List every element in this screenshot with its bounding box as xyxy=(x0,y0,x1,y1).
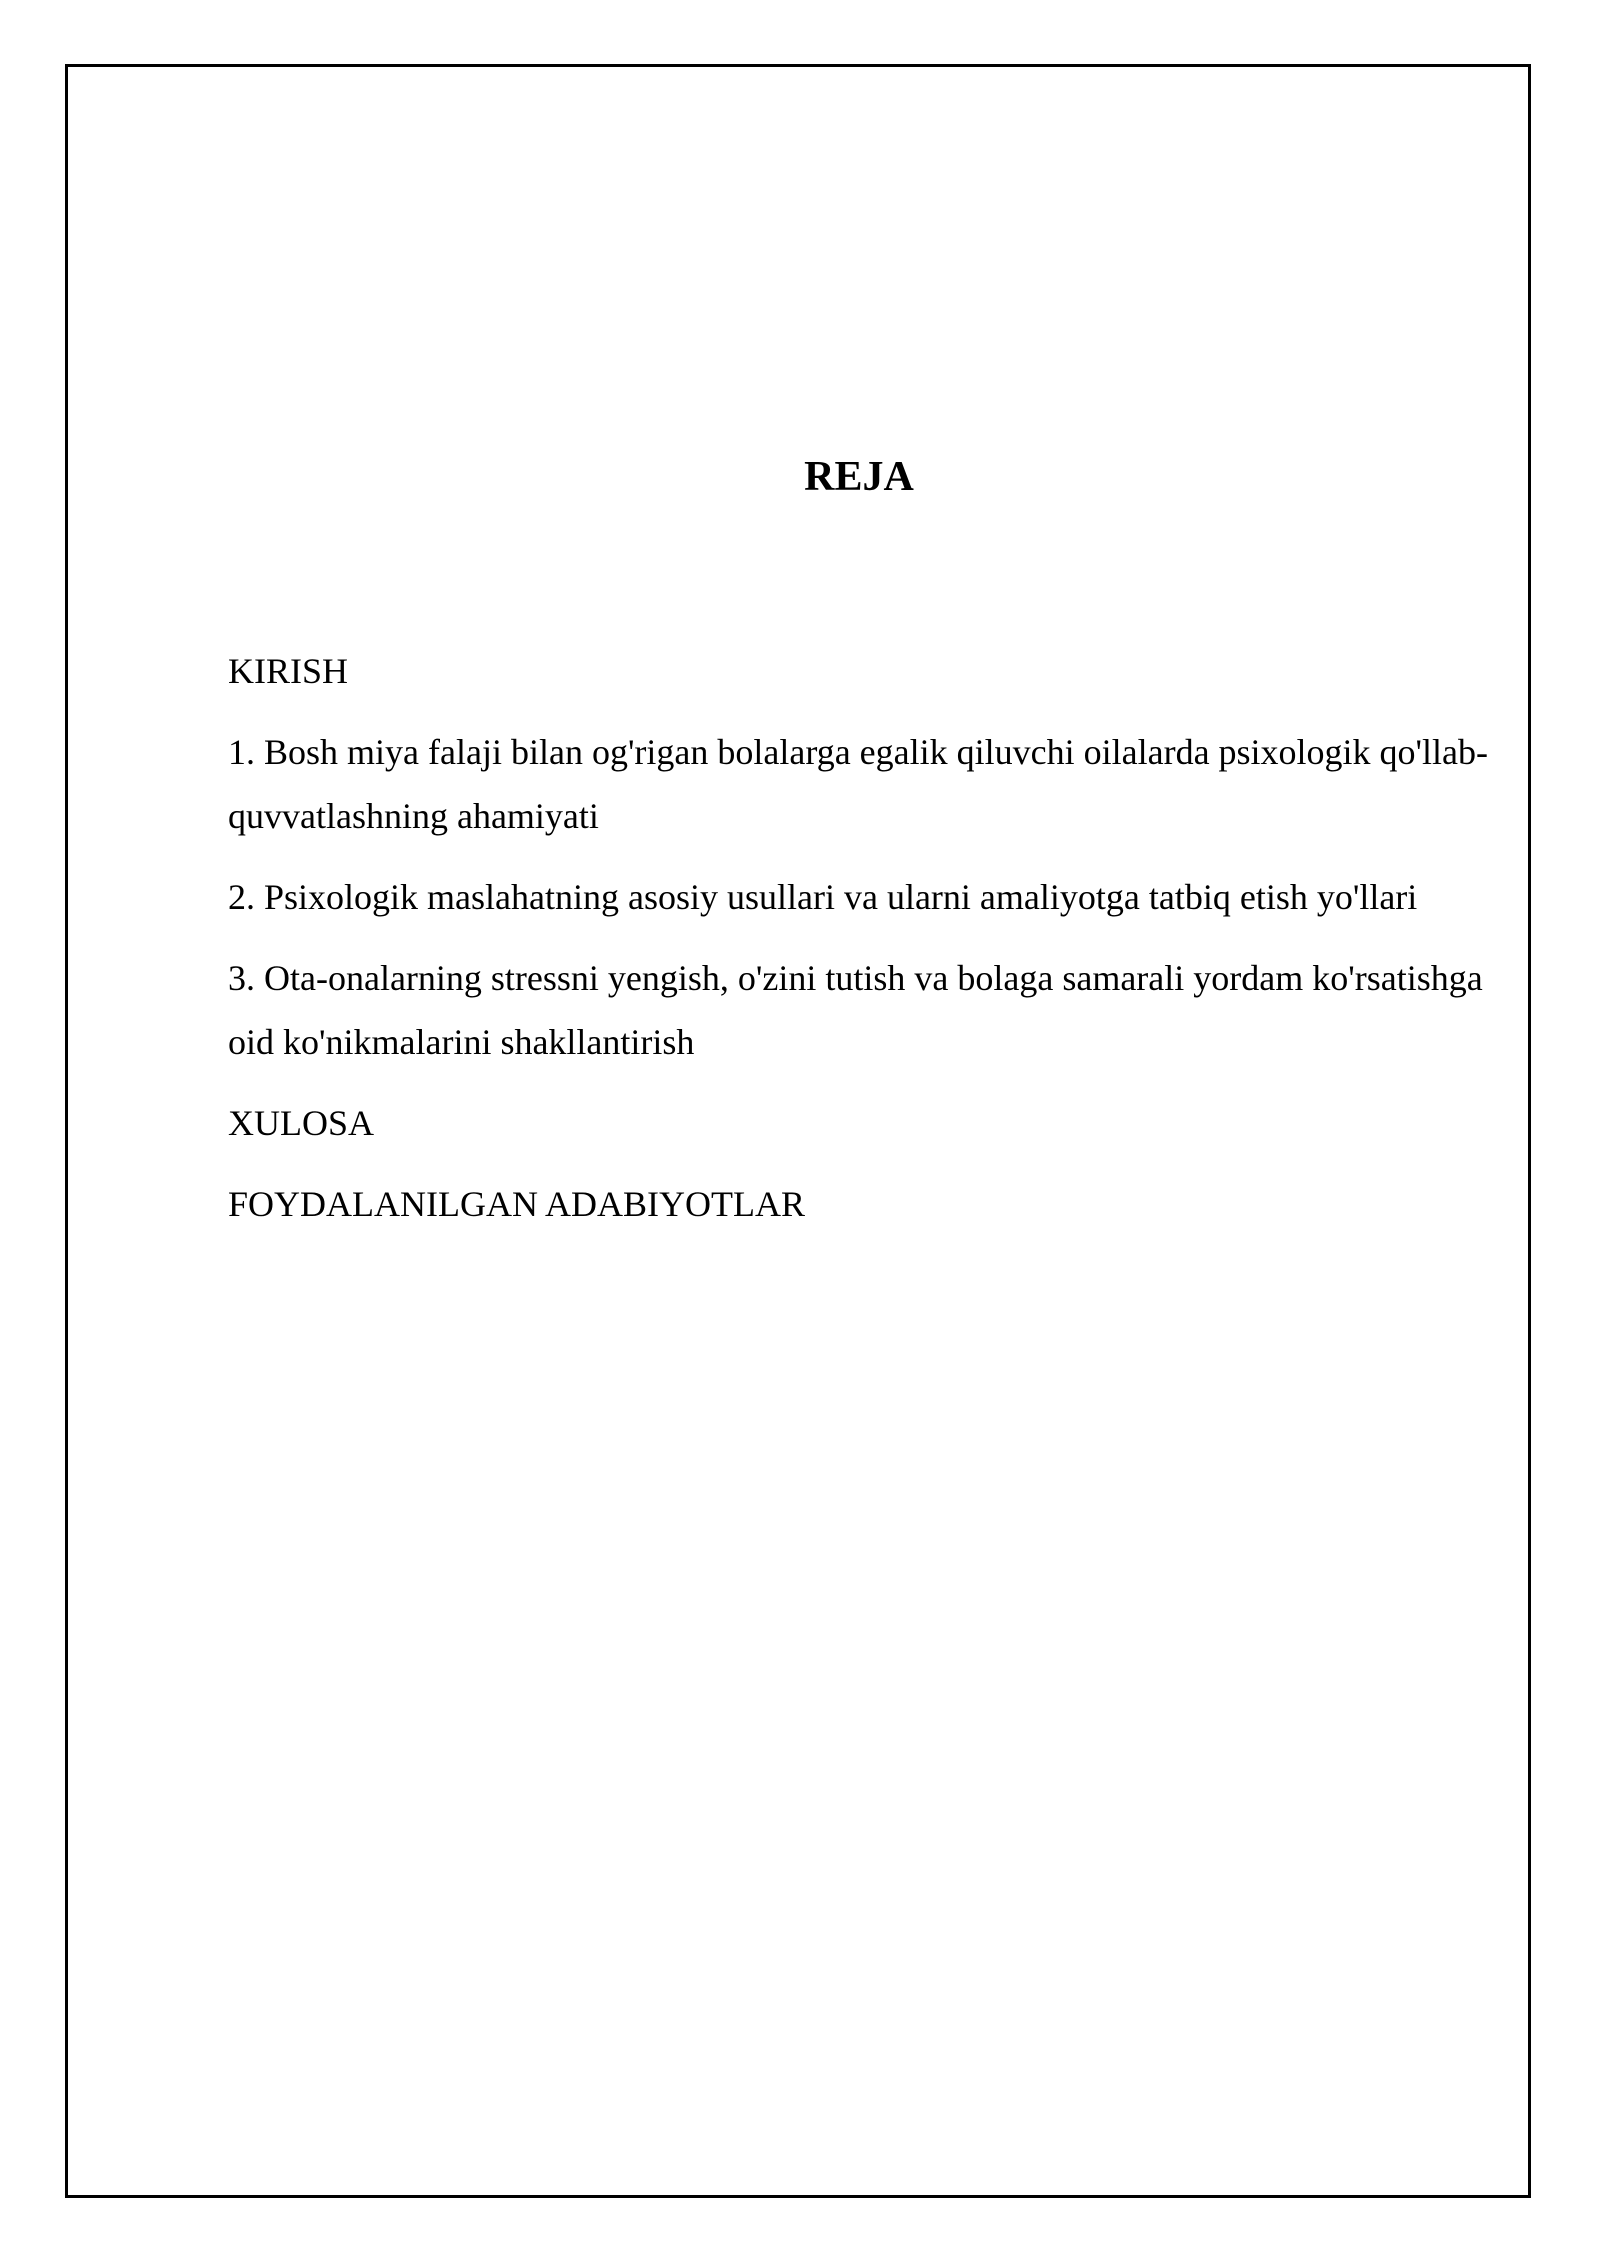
page-title: REJA xyxy=(804,454,914,500)
contents-item-references: FOYDALANILGAN ADABIYOTLAR xyxy=(228,1184,805,1224)
contents-item-conclusion: XULOSA xyxy=(228,1103,375,1143)
contents-item-section-3: 3. Ota-onalarning stressni yengish, o'zini tutish va bolaga samarali yordam ko'rsatishga oid ko'nikmalarini shakllantirish xyxy=(228,958,1483,1062)
contents-item-section-1: 1. Bosh miya falaji bilan og'rigan bolalarga egalik qiluvchi oilalarda psixologik qo'llab-quvvatlashning ahamiyati xyxy=(228,732,1489,836)
table-of-contents xyxy=(228,639,1528,1253)
contents-item-section-2: 2. Psixologik maslahatning asosiy usullari va ularni amaliyotga tatbiq etish yo'llari xyxy=(228,877,1418,917)
contents-item-introduction: KIRISH xyxy=(228,651,349,691)
